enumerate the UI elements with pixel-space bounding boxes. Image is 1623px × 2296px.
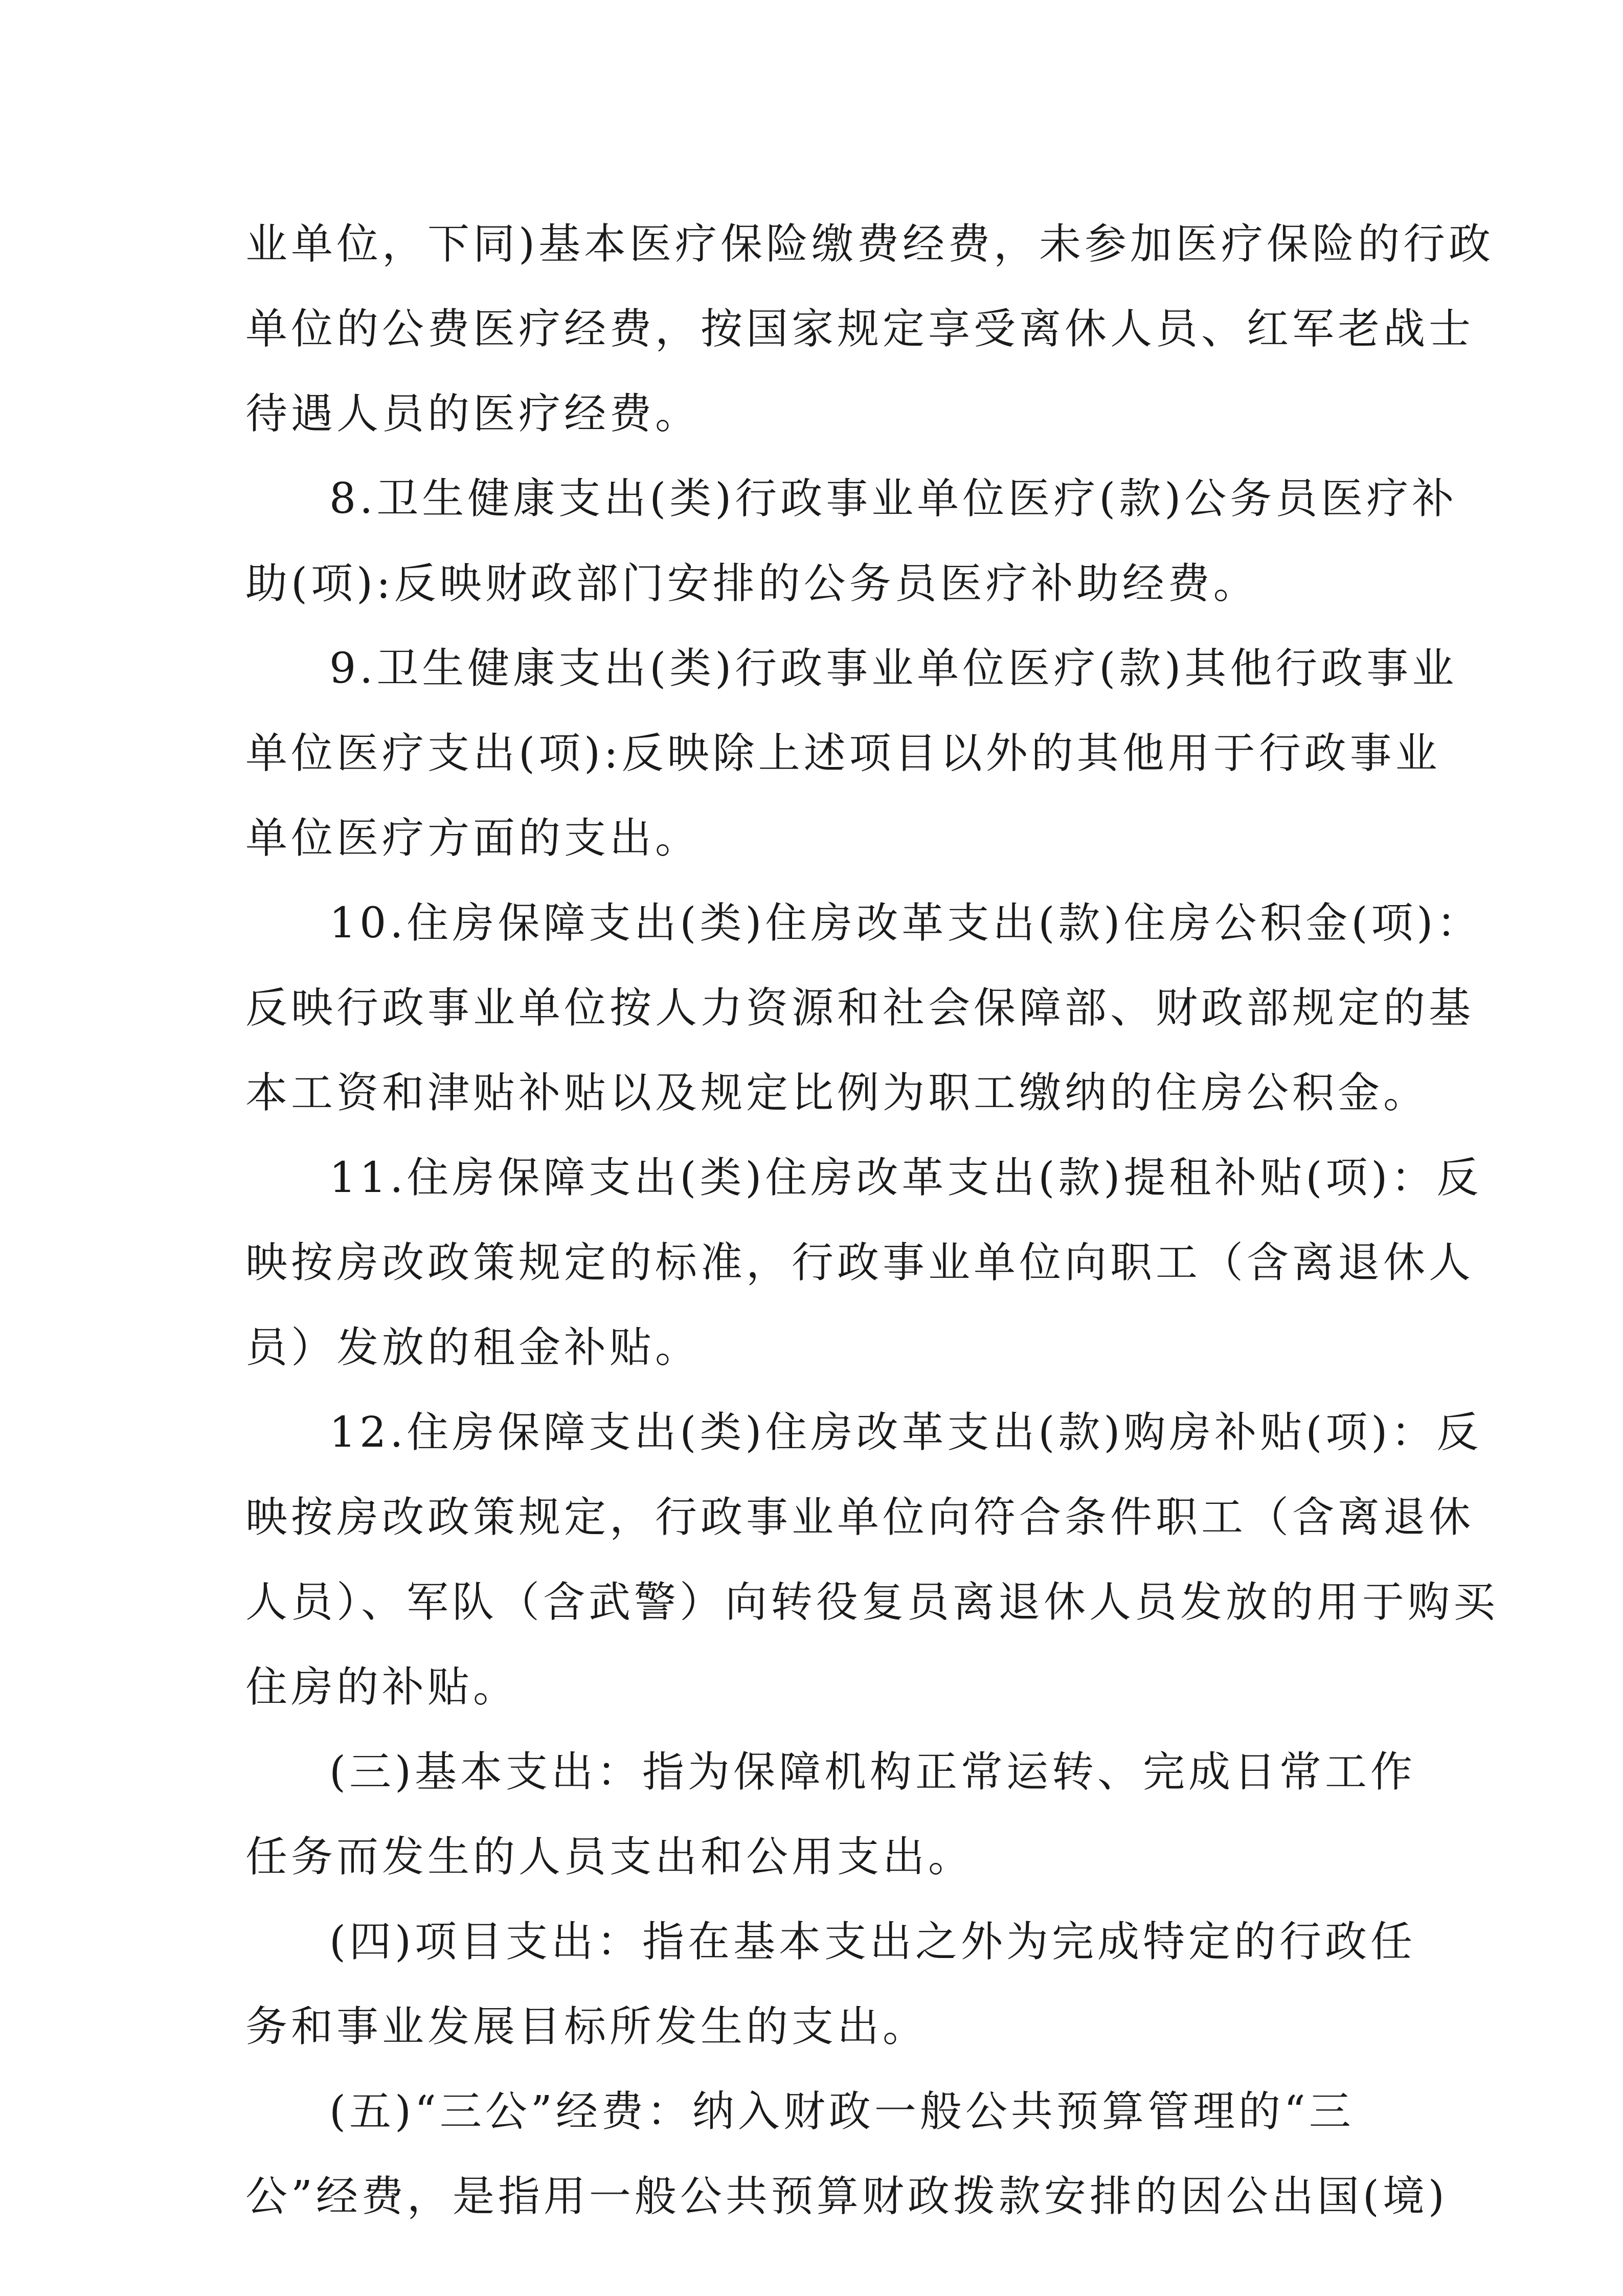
text-line: 助(项):反映财政部门安排的公务员医疗补助经费。 xyxy=(245,559,1259,608)
text-line: (五)“三公”经费：纳入财政一般公共预算管理的“三 xyxy=(329,2087,1355,2136)
paragraph-item-12 xyxy=(245,1390,1499,1730)
text-line: 12.住房保障支出(类)住房改革支出(款)购房补贴(项)：反 xyxy=(329,1408,1482,1457)
text-line: (三)基本支出：指为保障机构正常运转、完成日常工作 xyxy=(329,1748,1416,1796)
text-line: 11.住房保障支出(类)住房改革支出(款)提租补贴(项)：反 xyxy=(329,1154,1482,1202)
document-body xyxy=(245,202,1499,2239)
text-line: 人员）、军队（含武警）向转役复员离退休人员发放的用于购买 xyxy=(245,1578,1499,1627)
paragraph-section-5 xyxy=(245,2069,1448,2239)
text-line: 公”经费，是指用一般公共预算财政拨款安排的因公出国(境) xyxy=(245,2172,1448,2221)
text-line: 业单位，下同)基本医疗保险缴费经费，未参加医疗保险的行政 xyxy=(245,220,1494,268)
paragraph-item-11 xyxy=(245,1136,1482,1390)
text-line: 单位的公费医疗经费，按国家规定享受离休人员、红军老战士 xyxy=(245,305,1475,353)
text-line: 映按房改政策规定，行政事业单位向符合条件职工（含离退休 xyxy=(245,1493,1475,1542)
text-line: 8.卫生健康支出(类)行政事业单位医疗(款)公务员医疗补 xyxy=(329,475,1458,523)
text-line: 待遇人员的医疗经费。 xyxy=(245,390,701,438)
text-line: 住房的补贴。 xyxy=(245,1663,519,1712)
text-line: 单位医疗方面的支出。 xyxy=(245,814,701,863)
text-line: 员）发放的租金补贴。 xyxy=(245,1323,701,1372)
text-line: 映按房改政策规定的标准，行政事业单位向职工（含离退休人 xyxy=(245,1239,1475,1287)
paragraph-section-4 xyxy=(245,1900,1416,2069)
paragraph-section-3 xyxy=(245,1730,1416,1900)
text-line: 10.住房保障支出(类)住房改革支出(款)住房公积金(项)： xyxy=(329,899,1482,948)
paragraph-item-10 xyxy=(245,881,1482,1136)
paragraph-item-8 xyxy=(245,457,1458,626)
text-line: 本工资和津贴补贴以及规定比例为职工缴纳的住房公积金。 xyxy=(245,1069,1429,1117)
text-line: 9.卫生健康支出(类)行政事业单位医疗(款)其他行政事业 xyxy=(329,644,1458,693)
paragraph-continuation xyxy=(245,202,1494,457)
text-line: (四)项目支出：指在基本支出之外为完成特定的行政任 xyxy=(329,1918,1416,1966)
text-line: 务和事业发展目标所发生的支出。 xyxy=(245,2002,929,2051)
text-line: 任务而发生的人员支出和公用支出。 xyxy=(245,1833,974,1881)
paragraph-item-9 xyxy=(245,626,1458,881)
text-line: 单位医疗支出(项):反映除上述项目以外的其他用于行政事业 xyxy=(245,729,1441,778)
text-line: 反映行政事业单位按人力资源和社会保障部、财政部规定的基 xyxy=(245,984,1475,1032)
